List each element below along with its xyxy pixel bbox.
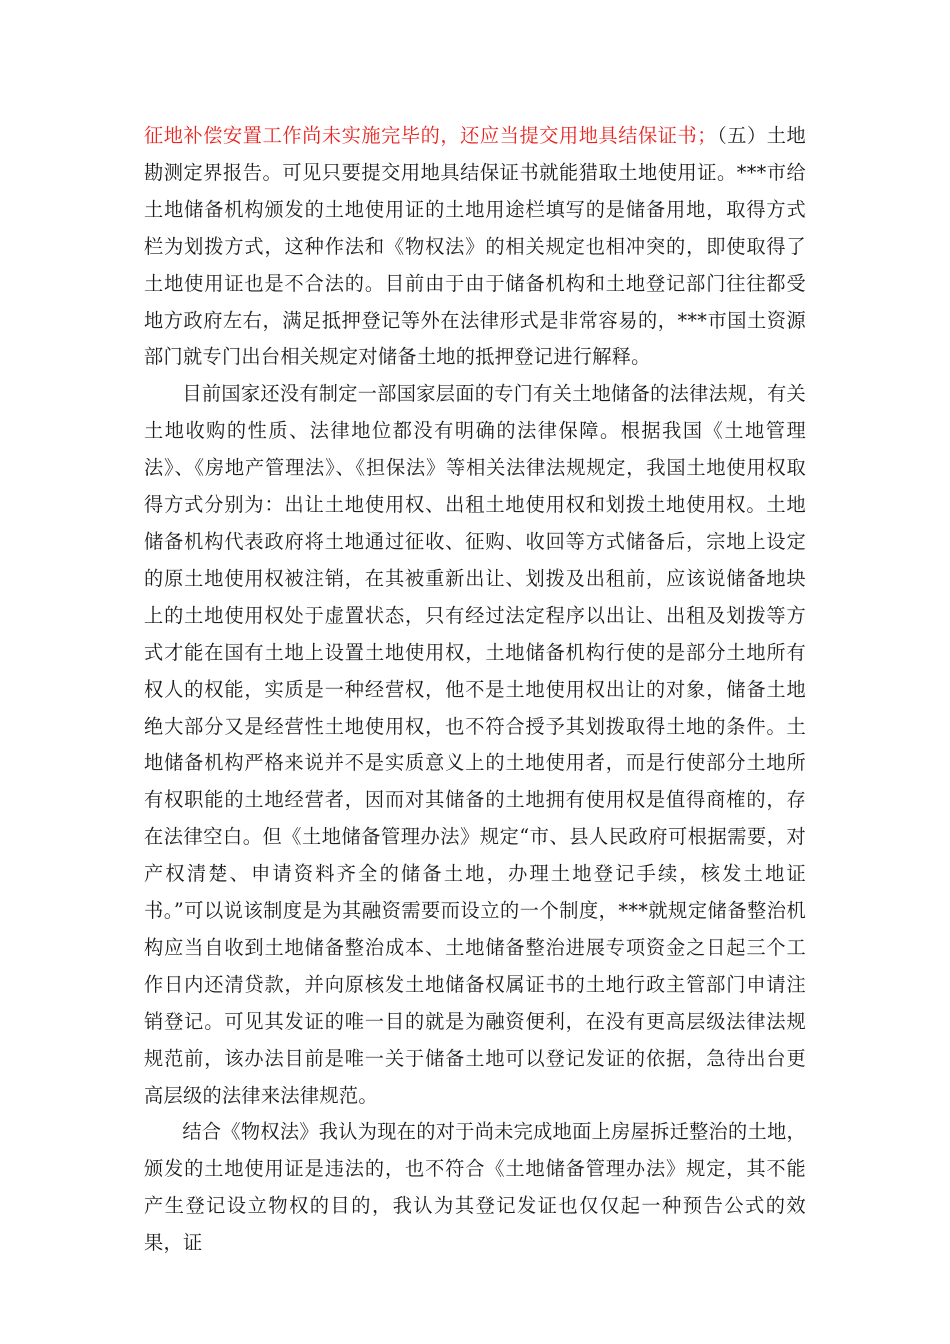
paragraph-2: 目前国家还没有制定一部国家层面的专门有关土地储备的法律法规，有关土地收购的性质、法律地位都没有明确的法律保障。根据我国《土地管理法》、《房地产管理法》、《担保法》等相关法律法规规定，我国土地使用权取得方式分别为：出让土地使用权、出租土地使用权和划拨土地使用权。土地储备机构代表政府将土地通过征收、征购、收回等方式储备后，宗地上设定的原土地使用权被注销，在其被重新出让、划拨及出租前，应该说储备地块上的土地使用权处于虚置状态，只有经过法定程序以出让、出租及划拨等方式才能在国有土地上设置土地使用权，土地储备机构行使的是部分土地所有权人的权能，实质是一种经营权，他不是土地使用权出让的对象，储备土地绝大部分又是经营性土地使用权，也不符合授予其划拨取得土地的条件。土地储备机构严格来说并不是实质意义上的土地使用者，而是行使部分土地所有权职能的土地经营者，因而对其储备的土地拥有使用权是值得商榷的，存在法律空白。但《土地储备管理办法》规定“市、县人民政府可根据需要，对产权清楚、申请资料齐全的储备土地，办理土地登记手续，核发土地证书。”可以说该制度是为其融资需要而设立的一个制度，***就规定储备整治机构应当自收到土地储备整治成本、土地储备整治进展专项资金之日起三个工作日内还清贷款，并向原核发土地储备权属证书的土地行政主管部门申请注销登记。可见其发证的唯一目的就是为融资便利，在没有更高层级法律法规规范前，该办法目前是唯一关于储备土地可以登记发证的依据，急待出台更高层级的法律来法律规范。	[144, 382, 806, 1107]
paragraph-1	[144, 118, 806, 376]
document-page	[144, 118, 806, 1262]
highlighted-text: 征地补偿安置工作尚未实施完毕的，还应当提交用地具结保证书；	[144, 124, 717, 147]
paragraph-3: 结合《物权法》我认为现在的对于尚未完成地面上房屋拆迁整治的土地，颁发的土地使用证是违法的，也不符合《土地储备管理办法》规定，其不能产生登记设立物权的目的，我认为其登记发证也仅仅起一种预告公式的效果，证	[144, 1120, 806, 1255]
paragraph-1-text: （五）土地勘测定界报告。可见只要提交用地具结保证书就能猎取土地使用证。***市给土地储备机构颁发的土地使用证的土地用途栏填写的是储备用地，取得方式栏为划拨方式，这种作法和《物权法》的相关规定也相冲突的，即使取得了土地使用证也是不合法的。目前由于由于储备机构和土地登记部门往往都受地方政府左右，满足抵押登记等外在法律形式是非常容易的，***市国土资源部门就专门出台相关规定对储备土地的抵押登记进行解释。	[144, 124, 807, 369]
